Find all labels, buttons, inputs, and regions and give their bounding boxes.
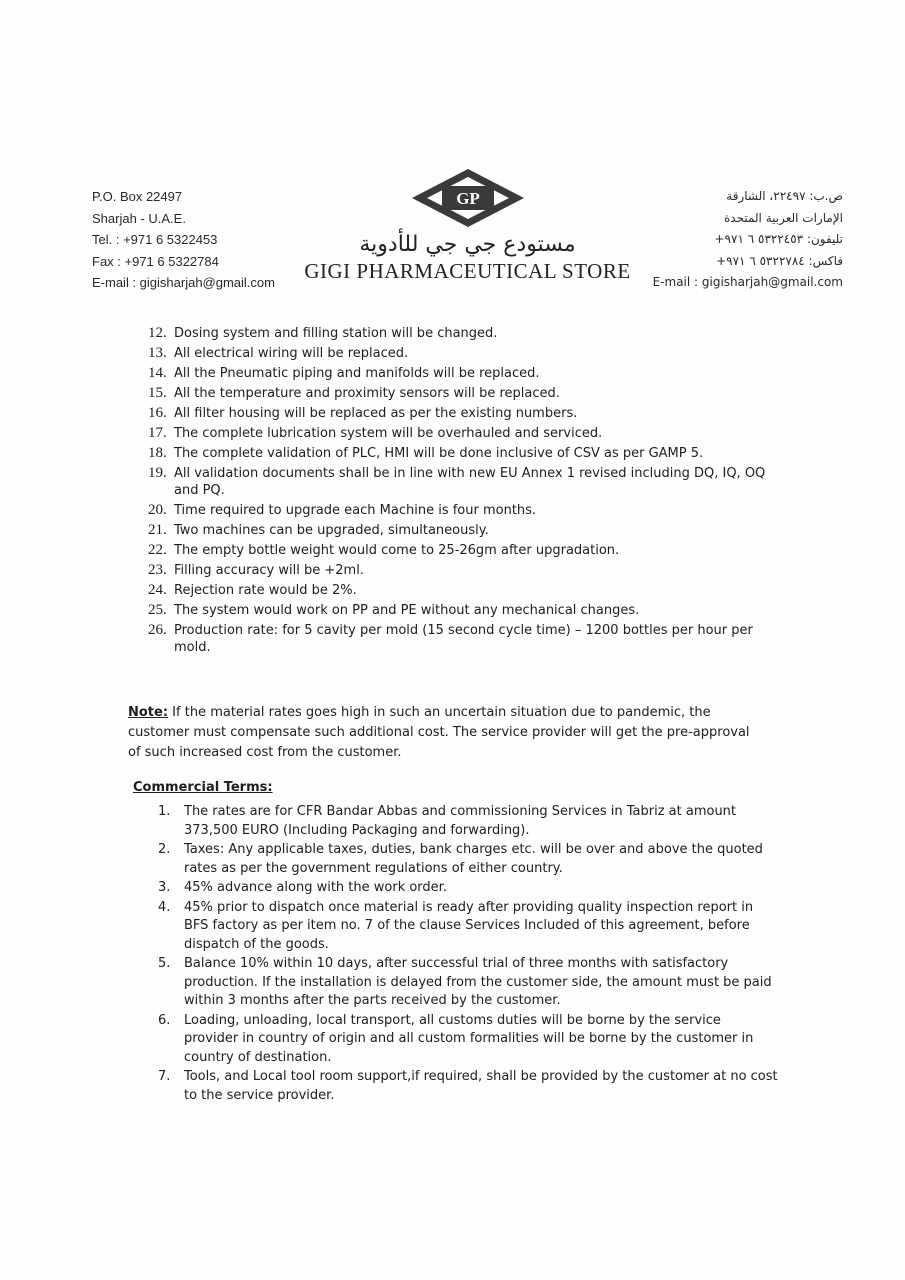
term-text: Balance 10% within 10 days, after successful trial of three months with satisfactory production. If the installation is delayed from the customer side, the amount must be paid within 3 months after the parts received by the customer.: [184, 956, 772, 1008]
company-name-arabic: مستودع جي جي للأدوية: [359, 232, 576, 257]
po-box-arabic: ص.ب: ٢٢٤٩٧، الشارقة: [726, 189, 843, 203]
letterhead-brand: [300, 166, 635, 284]
commercial-terms-list: [158, 803, 778, 1106]
term-number: 4.: [158, 899, 171, 915]
list-item: [148, 345, 778, 362]
country-arabic: الإمارات العربية المتحدة: [724, 210, 843, 225]
term-number: 1.: [158, 804, 171, 819]
scope-items-list: [148, 325, 778, 659]
item-text: All filter housing will be replaced as per the existing numbers.: [174, 406, 578, 421]
item-number: 22.: [148, 542, 167, 558]
term-number: 7.: [158, 1069, 171, 1084]
list-item: [158, 803, 778, 840]
note-label: Note:: [128, 705, 169, 720]
item-number: 13.: [148, 345, 167, 361]
item-text: All electrical wiring will be replaced.: [174, 346, 409, 361]
svg-text:GP: GP: [455, 189, 480, 208]
list-item: [148, 405, 778, 422]
item-number: 23.: [148, 562, 167, 578]
item-number: 25.: [148, 602, 167, 618]
list-item: [148, 522, 778, 539]
list-item: [148, 365, 778, 382]
item-number: 15.: [148, 385, 167, 401]
company-name-english: GIGI PHARMACEUTICAL STORE: [304, 259, 631, 283]
term-text: Tools, and Local tool room support,if required, shall be provided by the customer at no cost to the service provider.: [184, 1069, 778, 1103]
item-text: The complete lubrication system will be overhauled and serviced.: [174, 426, 603, 441]
list-item: [148, 425, 778, 442]
item-text: Production rate: for 5 cavity per mold (15 second cycle time) – 1200 bottles per hour per mold.: [174, 623, 753, 655]
list-item: [148, 385, 778, 402]
item-number: 12.: [148, 325, 167, 341]
term-number: 6.: [158, 1012, 171, 1028]
item-text: Dosing system and filling station will be changed.: [174, 326, 498, 341]
list-item: [148, 622, 778, 656]
list-item: [148, 325, 778, 342]
letterhead-contact-arabic: [653, 186, 843, 294]
company-logo-icon: [408, 166, 528, 230]
list-item: [148, 562, 778, 579]
item-text: Time required to upgrade each Machine is four months.: [174, 503, 537, 518]
list-item: [158, 1012, 778, 1068]
item-number: 16.: [148, 405, 167, 421]
item-number: 24.: [148, 582, 167, 598]
list-item: [148, 465, 778, 499]
list-item: [158, 899, 778, 955]
term-text: 45% prior to dispatch once material is ready after providing quality inspection report in BFS factory as per item no. 7 of the clause Services Included of this agreement, before dispatch of the goods.: [184, 899, 754, 952]
term-number: 3.: [158, 880, 171, 895]
list-item: [158, 841, 778, 878]
term-text: 45% advance along with the work order.: [184, 880, 447, 895]
list-item: [148, 542, 778, 559]
item-text: All validation documents shall be in line with new EU Annex 1 revised including DQ, IQ, OQ and PQ.: [174, 466, 766, 498]
note-paragraph: [128, 703, 753, 763]
item-number: 26.: [148, 622, 167, 638]
item-text: The complete validation of PLC, HMI will be done inclusive of CSV as per GAMP 5.: [174, 446, 704, 461]
list-item: [148, 602, 778, 619]
letterhead-contact-english: [92, 186, 275, 294]
fax-arabic: فاكس: ٥٣٢٢٧٨٤ ٦ ٩٧١+: [716, 253, 843, 268]
item-text: Rejection rate would be 2%.: [174, 583, 357, 598]
city: Sharjah - U.A.E.: [92, 210, 186, 226]
item-text: All the temperature and proximity sensors will be replaced.: [174, 386, 560, 401]
list-item: [158, 1068, 778, 1105]
note-text: If the material rates goes high in such an uncertain situation due to pandemic, the customer must compensate such additional cost. The service provider will get the pre-approval of such increased cost from the customer.: [128, 705, 750, 760]
telephone: Tel. : +971 6 5322453: [92, 232, 218, 247]
item-text: Filling accuracy will be +2ml.: [174, 563, 364, 578]
list-item: [158, 879, 778, 898]
item-text: The system would work on PP and PE without any mechanical changes.: [174, 603, 640, 618]
term-text: The rates are for CFR Bandar Abbas and commissioning Services in Tabriz at amount 373,500 EURO (Including Packaging and forwarding).: [184, 804, 737, 838]
po-box: P.O. Box 22497: [92, 189, 183, 204]
list-item: [148, 502, 778, 519]
item-number: 17.: [148, 425, 167, 441]
term-number: 2.: [158, 842, 171, 857]
list-item: [148, 582, 778, 599]
item-number: 19.: [148, 465, 167, 481]
item-number: 20.: [148, 502, 167, 518]
list-item: [148, 445, 778, 462]
fax: Fax : +971 6 5322784: [92, 253, 219, 269]
email-right: E-mail : gigisharjah@gmail.com: [652, 275, 843, 289]
item-text: All the Pneumatic piping and manifolds will be replaced.: [174, 366, 540, 381]
commercial-terms-heading: Commercial Terms:: [133, 780, 273, 795]
item-text: Two machines can be upgraded, simultaneously.: [174, 523, 489, 538]
list-item: [158, 955, 778, 1011]
email: E-mail : gigisharjah@gmail.com: [92, 275, 275, 290]
telephone-arabic: تليفون: ٥٣٢٢٤٥٣ ٦ ٩٧١+: [714, 232, 843, 246]
term-text: Loading, unloading, local transport, all customs duties will be borne by the service provider in country of origin and all custom formalities will be borne by the customer in country of destination.: [184, 1012, 754, 1065]
term-text: Taxes: Any applicable taxes, duties, bank charges etc. will be over and above the quoted rates as per the government regulations of either country.: [184, 842, 763, 876]
item-number: 14.: [148, 365, 167, 381]
item-number: 21.: [148, 522, 167, 538]
item-text: The empty bottle weight would come to 25-26gm after upgradation.: [174, 543, 620, 558]
item-number: 18.: [148, 445, 167, 461]
term-number: 5.: [158, 956, 171, 971]
